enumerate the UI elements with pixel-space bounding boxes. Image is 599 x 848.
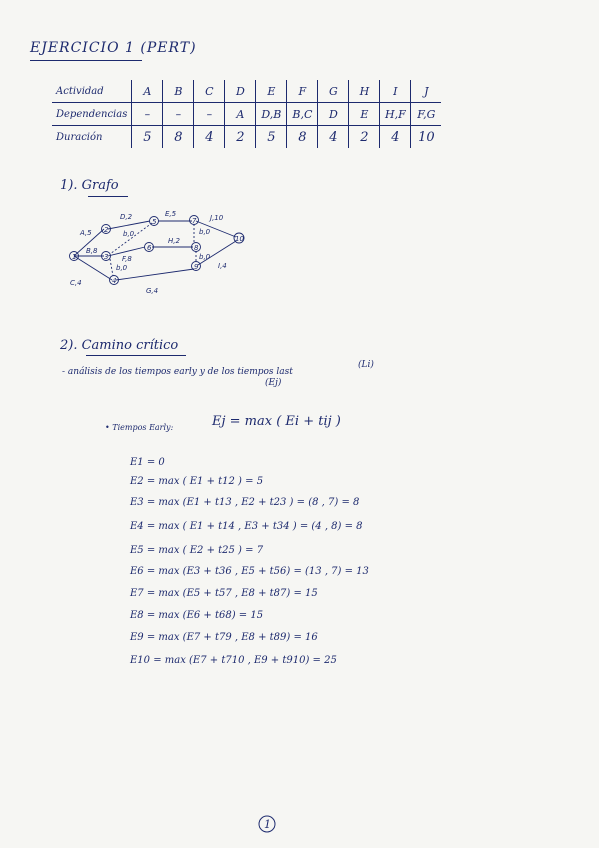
- edge-4-9: [116, 269, 194, 280]
- table-cell: D,B: [256, 103, 287, 126]
- table-cell: J: [411, 80, 442, 103]
- table-cell: Dependencias: [52, 103, 132, 126]
- node-label: 3: [104, 253, 109, 261]
- activity-table: [52, 80, 441, 148]
- table-row-dependencias: [52, 103, 441, 126]
- equation-line: E3 = max (E1 + t13 , E2 + t23 ) = (8 , 7) = 8: [130, 497, 360, 508]
- equation-line: E6 = max (E3 + t36 , E5 + t56) = (13 , 7) = 13: [130, 566, 369, 577]
- page-number: 1: [264, 818, 271, 831]
- dummy-edge-3-4: [110, 259, 113, 276]
- edge-label: G,4: [146, 287, 159, 295]
- table-cell: H,F: [380, 103, 411, 126]
- table-cell: D: [318, 103, 349, 126]
- li-annotation: (Li): [358, 360, 374, 370]
- table-cell: –: [163, 103, 194, 126]
- section-critical-path-heading: 2). Camino crítico: [60, 338, 179, 353]
- table-header-row: [52, 80, 441, 103]
- edge-label: C,4: [70, 279, 82, 287]
- table-cell: –: [194, 103, 225, 126]
- table-cell: B,C: [287, 103, 318, 126]
- equation-line: E2 = max ( E1 + t12 ) = 5: [130, 476, 264, 487]
- edge-2-5: [108, 221, 150, 229]
- table-cell: Actividad: [56, 85, 104, 97]
- node-label: 1: [72, 253, 77, 261]
- edge-label: I,4: [218, 262, 227, 270]
- table-cell: F,G: [411, 103, 442, 126]
- equation-line: E9 = max (E7 + t79 , E8 + t89) = 16: [130, 632, 318, 643]
- table-cell: B: [163, 80, 194, 103]
- table-cell: 10: [411, 126, 442, 149]
- table-cell: C: [194, 80, 225, 103]
- heading-underline: [86, 355, 186, 356]
- heading-underline: [88, 196, 128, 197]
- edge-label: A,5: [80, 229, 92, 237]
- table-cell: F: [287, 80, 318, 103]
- equation-line: E5 = max ( E2 + t25 ) = 7: [130, 545, 264, 556]
- equation-line: E1 = 0: [130, 457, 165, 468]
- exercise-title: EJERCICIO 1 (PERT): [30, 40, 197, 56]
- table-cell: 5: [256, 126, 287, 149]
- edge-label: B,8: [86, 247, 98, 255]
- ej-annotation: (Ej): [265, 378, 282, 388]
- edge-label: H,2: [168, 237, 180, 245]
- edge-label: F,8: [122, 255, 132, 263]
- early-times-formula: Ej = max ( Ei + tij ): [212, 414, 341, 429]
- table-cell: 4: [380, 126, 411, 149]
- table-cell: G: [318, 80, 349, 103]
- table-cell: E: [256, 80, 287, 103]
- edge-label: J,10: [210, 214, 224, 222]
- title-underline: [30, 60, 142, 61]
- edge-label: b,0: [116, 264, 128, 272]
- equation-line: E8 = max (E6 + t68) = 15: [130, 610, 264, 621]
- analysis-note: - análisis de los tiempos early y de los tiempos last: [62, 367, 293, 377]
- table-cell: H: [349, 80, 380, 103]
- edge-label: b,0: [123, 230, 135, 238]
- table-cell: D: [225, 80, 256, 103]
- table-cell: E: [349, 103, 380, 126]
- table-cell: 2: [225, 126, 256, 149]
- table-cell: 4: [318, 126, 349, 149]
- table-cell: A: [225, 103, 256, 126]
- node-label: 2: [104, 226, 109, 234]
- node-label: 10: [235, 235, 244, 243]
- pert-graph: [60, 205, 260, 300]
- node-label: 6: [147, 244, 152, 252]
- page-number-badge: [256, 813, 278, 835]
- equation-line: E10 = max (E7 + t710 , E9 + t910) = 25: [130, 655, 337, 666]
- edge-label: E,5: [165, 210, 177, 218]
- node-label: 5: [152, 218, 157, 226]
- section-graph-heading: 1). Grafo: [60, 178, 119, 193]
- early-times-label: • Tiempos Early:: [105, 423, 174, 432]
- table-cell: 5: [132, 126, 163, 149]
- edge-label: b,0: [199, 228, 211, 236]
- table-cell: Duración: [52, 126, 132, 149]
- equation-line: E7 = max (E5 + t57 , E8 + t87) = 15: [130, 588, 318, 599]
- equation-line: E4 = max ( E1 + t14 , E3 + t34 ) = (4 , 8) = 8: [130, 521, 363, 532]
- table-cell: I: [380, 80, 411, 103]
- edge-label: b,0: [199, 253, 211, 261]
- edge-label: D,2: [120, 213, 133, 221]
- node-label: 8: [194, 244, 199, 252]
- table-cell: –: [132, 103, 163, 126]
- table-cell: A: [132, 80, 163, 103]
- table-cell: 8: [287, 126, 318, 149]
- table-row-duracion: [52, 126, 441, 149]
- table-cell: 2: [349, 126, 380, 149]
- node-label: 4: [112, 277, 117, 285]
- table-cell: 4: [194, 126, 225, 149]
- node-label: 9: [194, 263, 199, 271]
- node-label: 7: [192, 217, 197, 225]
- table-cell: 8: [163, 126, 194, 149]
